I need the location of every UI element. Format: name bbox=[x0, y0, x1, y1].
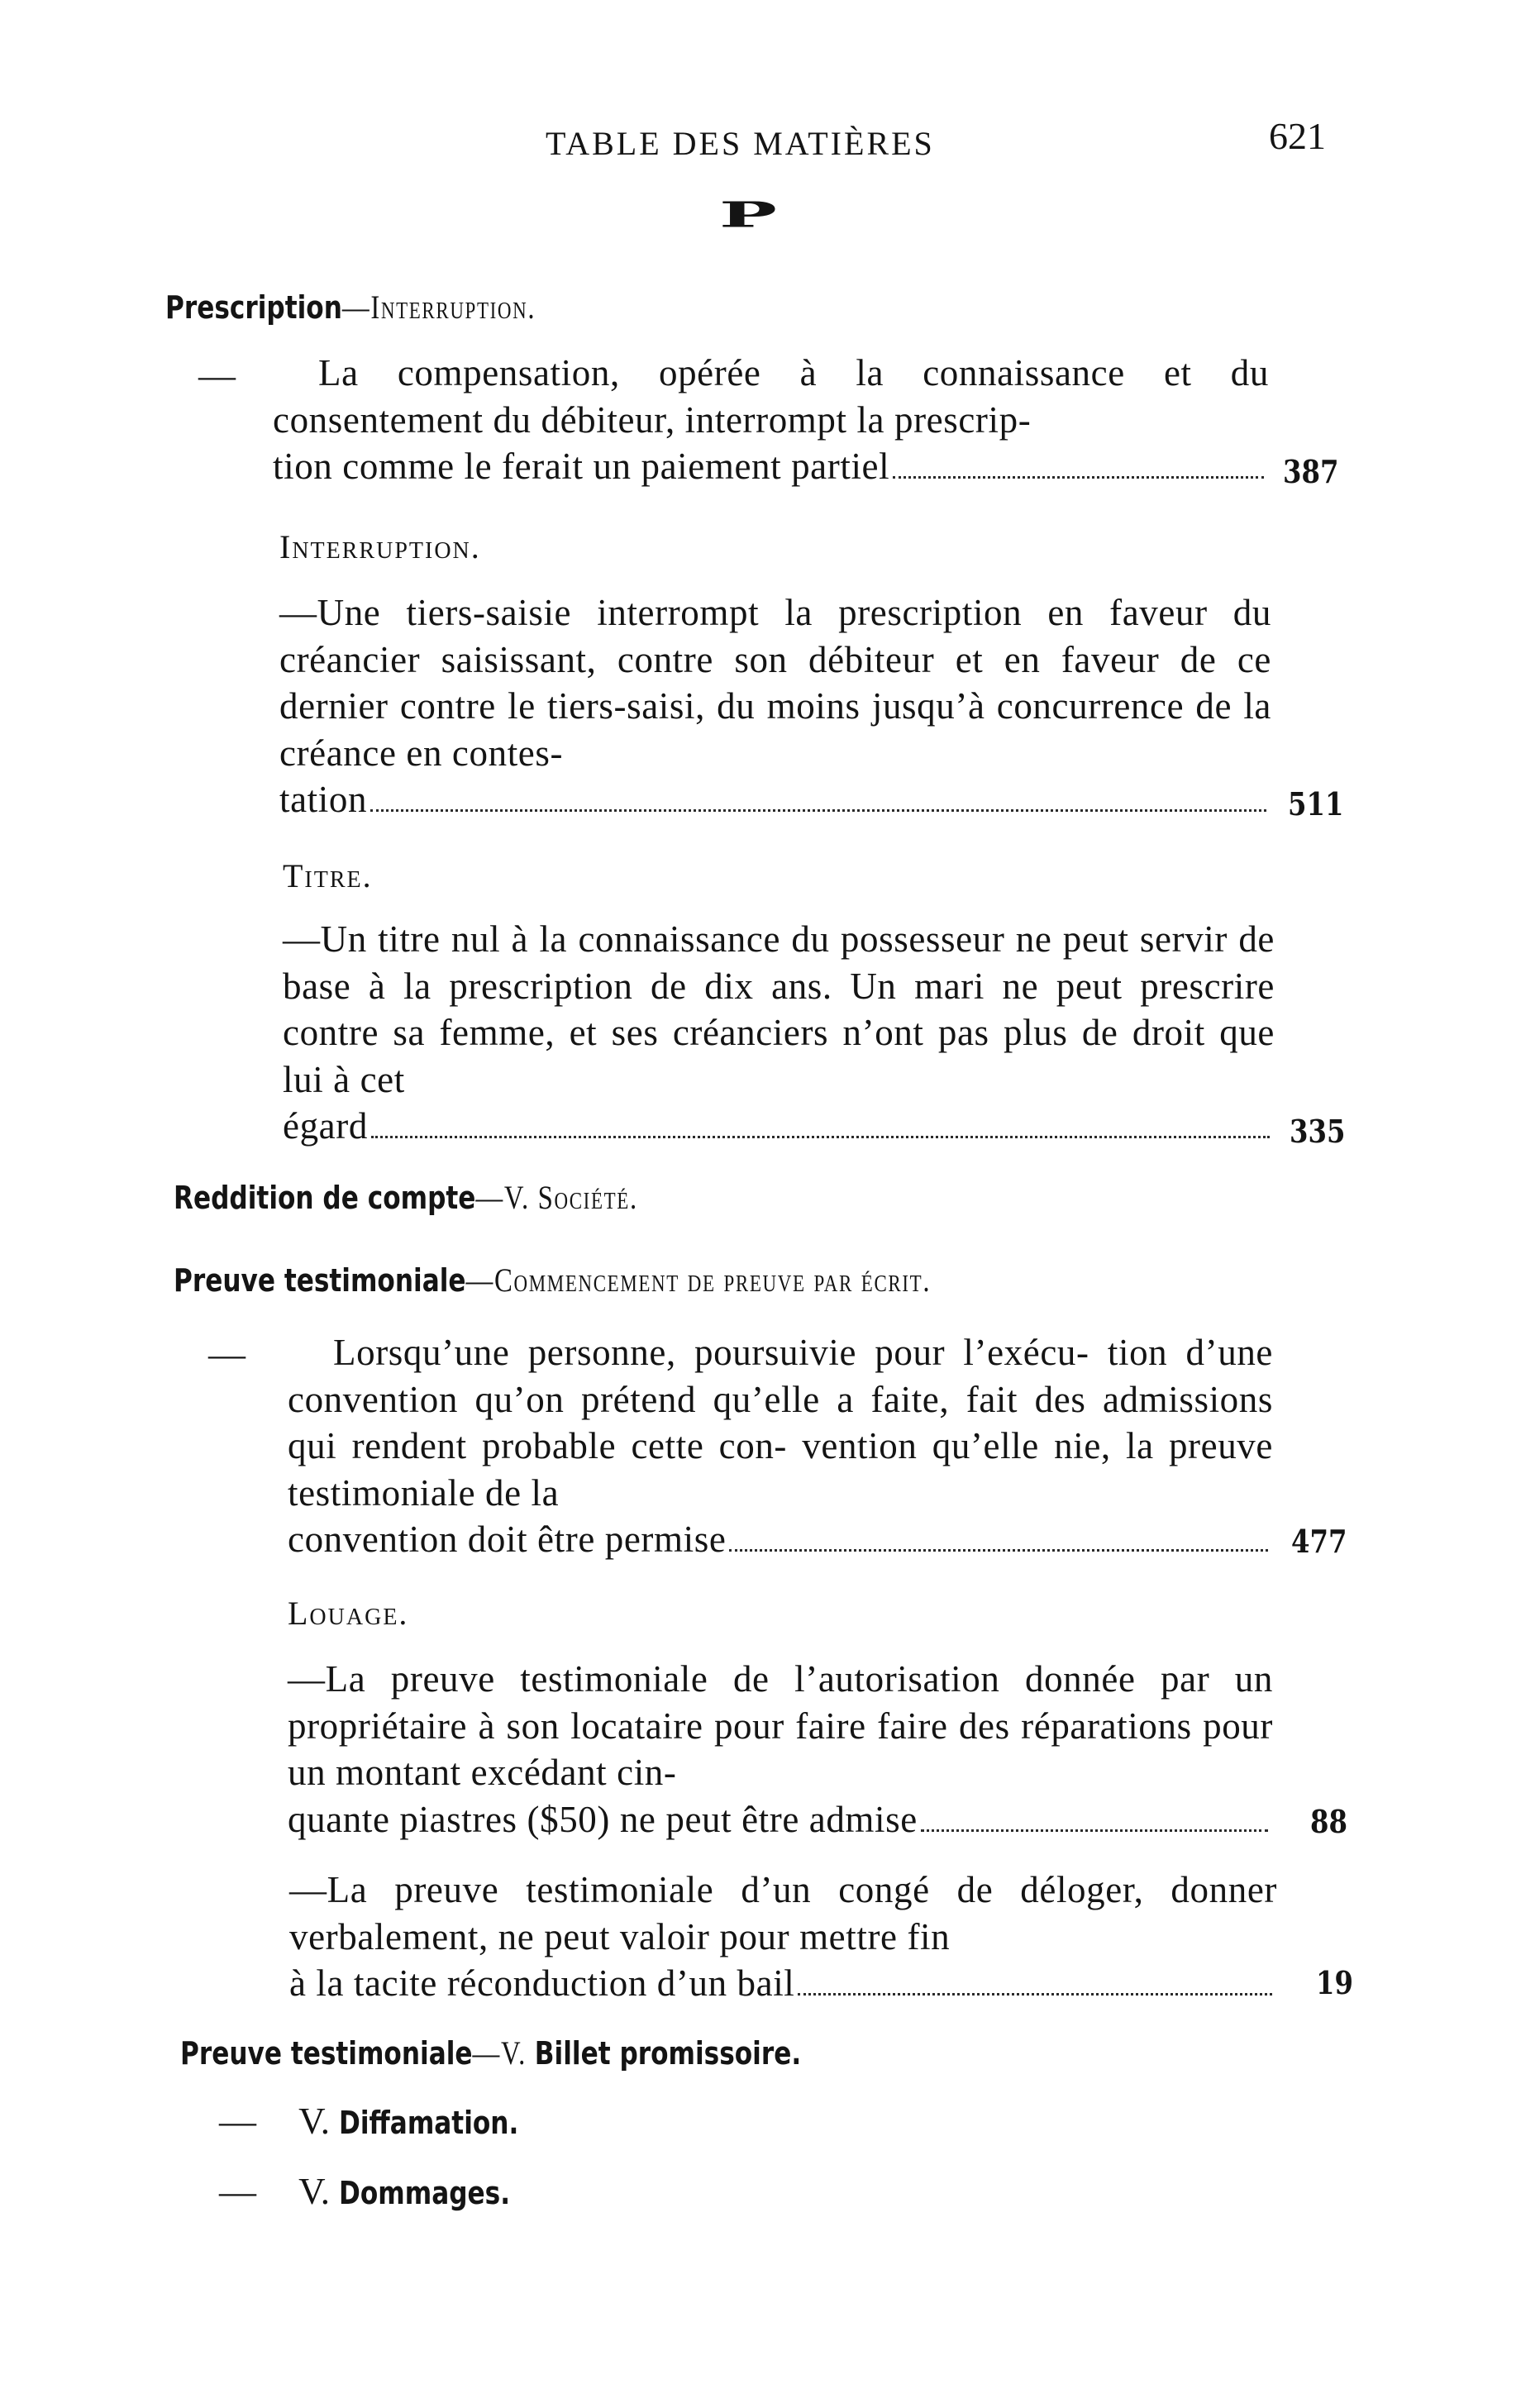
lead-dash: — bbox=[219, 2171, 256, 2212]
page-reference: 387 bbox=[1283, 453, 1339, 490]
last-line-text: égard bbox=[283, 1105, 368, 1147]
page-reference: 88 bbox=[1310, 1803, 1347, 1840]
last-line-text: tation bbox=[279, 779, 368, 820]
paragraph-last-line bbox=[273, 443, 1269, 490]
page-reference: 19 bbox=[1316, 1964, 1353, 2001]
lead-dash: — bbox=[198, 355, 236, 396]
page-reference: 477 bbox=[1291, 1523, 1347, 1560]
subheading-louage: Louage. bbox=[288, 1595, 409, 1632]
paragraph-text: —Un titre nul à la connaissance du possesseur ne peut servir de base à la prescription de dix ans. Un mari ne peut prescrire contre sa femme, et ses créanciers n’ont pas plus de droit que lui à cet bbox=[283, 918, 1275, 1100]
paragraph-text: —La preuve testimoniale de l’autorisation donnée par un propriétaire à son locataire pour faire faire des réparations pour un montant excédant cin- bbox=[288, 1658, 1273, 1793]
section-letter: P bbox=[719, 195, 777, 236]
dot-leader bbox=[729, 1549, 1268, 1552]
paragraph-last-line bbox=[279, 776, 1271, 823]
entry-heading-preuve-testimoniale-renvoi bbox=[180, 2034, 801, 2072]
page-reference: 511 bbox=[1288, 785, 1344, 823]
paragraph-last-line bbox=[288, 1796, 1273, 1843]
dot-leader bbox=[370, 809, 1266, 812]
see-also-marker: V. bbox=[298, 2100, 340, 2142]
heading-text: Reddition de compte bbox=[174, 1180, 476, 1216]
entry-paragraph bbox=[288, 1656, 1273, 1843]
heading-text: Prescription bbox=[165, 289, 342, 326]
heading-separator: —V. bbox=[475, 1179, 538, 1216]
page-number: 621 bbox=[1269, 115, 1326, 157]
paragraph-last-line bbox=[288, 1516, 1273, 1563]
dot-leader bbox=[921, 1829, 1268, 1832]
entry-heading-preuve-testimoniale bbox=[174, 1261, 931, 1299]
heading-separator: — bbox=[341, 288, 371, 326]
subheading-interruption: Interruption. bbox=[279, 528, 481, 565]
paragraph-text: La compensation, opérée à la connaissance et du consentement du débiteur, interrompt la prescrip- bbox=[273, 352, 1269, 441]
see-also-marker: V. bbox=[298, 2171, 340, 2212]
subheading-titre: Titre. bbox=[283, 857, 373, 894]
last-line-text: tion comme le ferait un paiement partiel bbox=[273, 446, 890, 487]
paragraph-last-line bbox=[283, 1103, 1275, 1150]
entry-paragraph bbox=[283, 916, 1275, 1150]
heading-topic: Commencement de preuve par écrit. bbox=[493, 1261, 932, 1299]
heading-separator: —V. bbox=[472, 2034, 535, 2072]
cross-reference-diffamation bbox=[219, 2100, 558, 2143]
heading-topic: Billet promissoire. bbox=[534, 2035, 802, 2072]
running-header-title: TABLE DES MATIÈRES bbox=[546, 125, 935, 162]
dot-leader bbox=[893, 476, 1264, 479]
entry-paragraph bbox=[273, 350, 1269, 490]
entry-heading-reddition bbox=[174, 1178, 638, 1217]
entry-paragraph bbox=[289, 1867, 1277, 2007]
heading-text: Preuve testimoniale bbox=[174, 1262, 466, 1299]
cross-reference-topic: Diffamation. bbox=[339, 2105, 519, 2141]
lead-dash: — bbox=[208, 1333, 246, 1375]
dot-leader bbox=[798, 1993, 1272, 1996]
entry-paragraph bbox=[279, 589, 1271, 823]
cross-reference-dommages bbox=[219, 2170, 548, 2213]
paragraph-text: —La preuve testimoniale d’un congé de déloger, donner verbalement, ne peut valoir pour mettre fin bbox=[289, 1869, 1277, 1957]
heading-separator: — bbox=[465, 1261, 494, 1299]
entry-paragraph bbox=[288, 1329, 1273, 1563]
paragraph-text: —Une tiers-saisie interrompt la prescription en faveur du créancier saisissant, contre son débiteur et en faveur de ce dernier contre le tiers-saisi, du moins jusqu’à concurrence de la créance en contes- bbox=[279, 592, 1271, 774]
heading-text: Preuve testimoniale bbox=[180, 2035, 473, 2072]
paragraph-text: Lorsqu’une personne, poursuivie pour l’exécu- tion d’une convention qu’on prétend qu’elle a faite, fait des admissions qui rendent probable cette con- vention qu’elle nie, la preuve testimoniale de la bbox=[288, 1332, 1273, 1514]
cross-reference-topic: Dommages. bbox=[339, 2175, 511, 2211]
dot-leader bbox=[371, 1136, 1270, 1138]
page-reference: 335 bbox=[1290, 1113, 1346, 1150]
paragraph-last-line bbox=[289, 1960, 1277, 2007]
lead-dash: — bbox=[219, 2100, 256, 2142]
heading-topic: Interruption. bbox=[370, 288, 536, 326]
heading-topic: Société. bbox=[537, 1179, 638, 1216]
entry-heading-prescription bbox=[165, 288, 536, 327]
last-line-text: à la tacite réconduction d’un bail bbox=[289, 1962, 795, 2004]
last-line-text: convention doit être permise bbox=[288, 1519, 727, 1560]
last-line-text: quante piastres ($50) ne peut être admise bbox=[288, 1798, 918, 1840]
